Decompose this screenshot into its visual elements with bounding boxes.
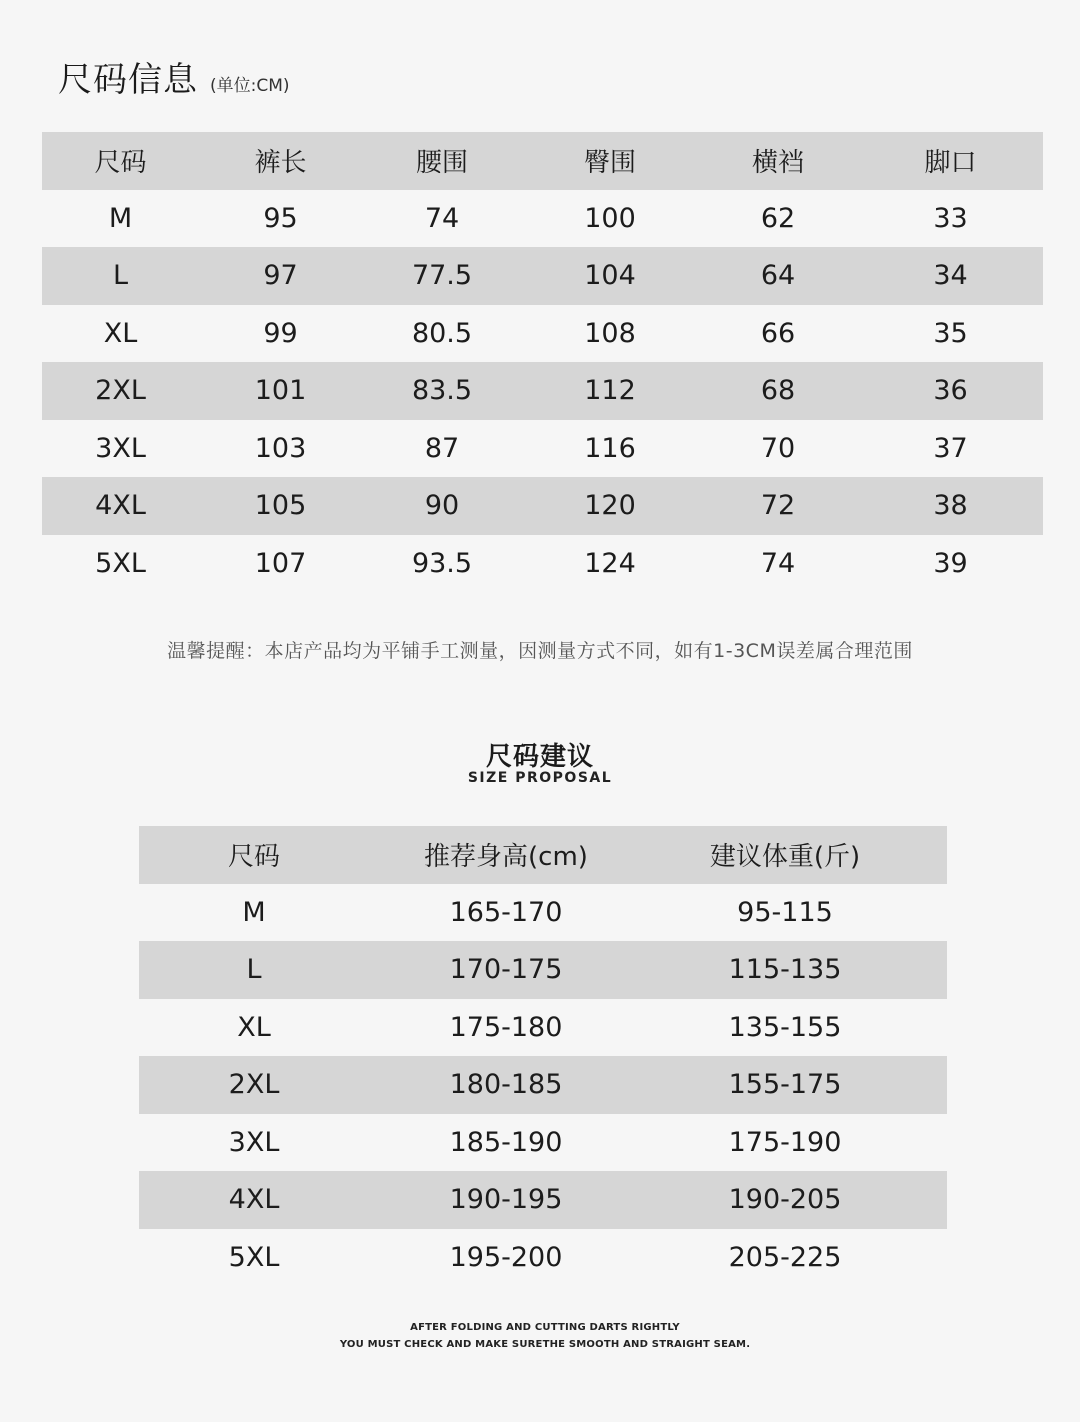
header-cell-weight: 建议体重(斤): [709, 842, 861, 873]
table-cell: 2XL: [95, 375, 146, 407]
table-cell: 190-195: [449, 1184, 563, 1216]
table-cell: 115-135: [728, 954, 842, 986]
table-row: [139, 999, 947, 1057]
measurement-table-header: [42, 132, 1043, 190]
table-cell: 112: [584, 375, 636, 407]
table-cell: 190-205: [728, 1184, 842, 1216]
table-cell: 165-170: [449, 896, 563, 928]
table-row: [139, 1114, 947, 1172]
table-cell: 77.5: [411, 260, 473, 292]
header-cell-hem: 脚口: [924, 148, 977, 179]
table-cell: 107: [254, 547, 307, 579]
size-info-unit: (单位:CM): [210, 76, 290, 96]
table-cell: 185-190: [449, 1126, 563, 1158]
table-cell: M: [242, 896, 266, 928]
table-cell: 38: [933, 490, 968, 522]
footer-line-2: YOU MUST CHECK AND MAKE SURETHE SMOOTH AND STRAIGHT SEAM.: [339, 1339, 751, 1350]
table-cell: 95: [263, 202, 298, 234]
table-cell: 175-180: [449, 1011, 563, 1043]
proposal-subtitle: SIZE PROPOSAL: [467, 770, 613, 786]
table-cell: 74: [760, 547, 796, 579]
table-cell: 80.5: [411, 317, 473, 349]
table-cell: 103: [254, 432, 307, 464]
table-row: [139, 884, 947, 942]
header-cell-size: 尺码: [227, 842, 280, 873]
table-cell: M: [108, 202, 133, 234]
table-cell: 5XL: [95, 547, 146, 579]
size-proposal-table: [139, 826, 947, 1286]
table-cell: 2XL: [228, 1069, 280, 1101]
table-cell: 93.5: [411, 547, 473, 579]
table-cell: 4XL: [228, 1184, 280, 1216]
size-info-header: [58, 52, 290, 101]
table-row: [42, 477, 1043, 535]
table-cell: 105: [254, 490, 307, 522]
header-cell-length: 裤长: [254, 148, 307, 179]
table-cell: 4XL: [95, 490, 146, 522]
table-cell: 36: [933, 375, 968, 407]
table-cell: 35: [933, 317, 968, 349]
size-proposal-table-header: [139, 826, 947, 884]
table-cell: 87: [424, 432, 460, 464]
table-row: [139, 1229, 947, 1287]
measurement-notice: 温馨提醒：本店产品均为平铺手工测量，因测量方式不同，如有1-3CM误差属合理范围: [167, 640, 913, 662]
header-cell-waist: 腰围: [415, 148, 468, 179]
table-cell: 97: [263, 260, 298, 292]
table-cell: 170-175: [449, 954, 563, 986]
table-cell: 120: [584, 490, 636, 522]
table-cell: 90: [424, 490, 460, 522]
table-cell: 155-175: [728, 1069, 842, 1101]
table-cell: XL: [237, 1011, 271, 1043]
table-cell: 70: [760, 432, 796, 464]
table-cell: 205-225: [728, 1241, 842, 1273]
table-cell: 95-115: [737, 896, 833, 928]
table-cell: 62: [760, 202, 796, 234]
table-row: [139, 941, 947, 999]
table-cell: 34: [933, 260, 968, 292]
table-row: [42, 420, 1043, 478]
table-row: [139, 1171, 947, 1229]
table-row: [139, 1056, 947, 1114]
table-row: [42, 362, 1043, 420]
table-cell: 3XL: [228, 1126, 280, 1158]
table-cell: 83.5: [411, 375, 473, 407]
header-cell-size: 尺码: [94, 148, 147, 179]
proposal-title: 尺码建议: [485, 742, 594, 772]
table-cell: 37: [933, 432, 968, 464]
table-cell: 135-155: [728, 1011, 842, 1043]
table-row: [42, 305, 1043, 363]
table-cell: 39: [933, 547, 968, 579]
table-cell: 99: [263, 317, 298, 349]
table-cell: XL: [103, 317, 138, 349]
table-cell: 104: [584, 260, 636, 292]
table-cell: 108: [584, 317, 636, 349]
table-cell: 180-185: [449, 1069, 563, 1101]
table-cell: 74: [424, 202, 460, 234]
table-cell: 124: [584, 547, 636, 579]
table-cell: 5XL: [228, 1241, 280, 1273]
header-cell-hip: 臀围: [583, 148, 636, 179]
table-cell: 100: [584, 202, 636, 234]
table-cell: 64: [760, 260, 796, 292]
footer-line-1: AFTER FOLDING AND CUTTING DARTS RIGHTLY: [410, 1322, 680, 1333]
table-cell: L: [246, 954, 262, 986]
measurement-table: [42, 132, 1043, 592]
table-row: [42, 190, 1043, 248]
table-cell: 3XL: [95, 432, 146, 464]
header-cell-height: 推荐身高(cm): [424, 842, 588, 873]
size-info-title: 尺码信息: [58, 60, 198, 100]
table-cell: 33: [933, 202, 968, 234]
table-cell: 116: [584, 432, 636, 464]
table-cell: 175-190: [728, 1126, 842, 1158]
table-cell: 195-200: [449, 1241, 563, 1273]
table-cell: 68: [760, 375, 796, 407]
table-cell: L: [112, 260, 129, 292]
table-cell: 72: [760, 490, 796, 522]
table-cell: 66: [760, 317, 796, 349]
table-cell: 101: [254, 375, 307, 407]
header-cell-thigh: 横裆: [751, 148, 804, 179]
table-row: [42, 535, 1043, 593]
table-row: [42, 247, 1043, 305]
